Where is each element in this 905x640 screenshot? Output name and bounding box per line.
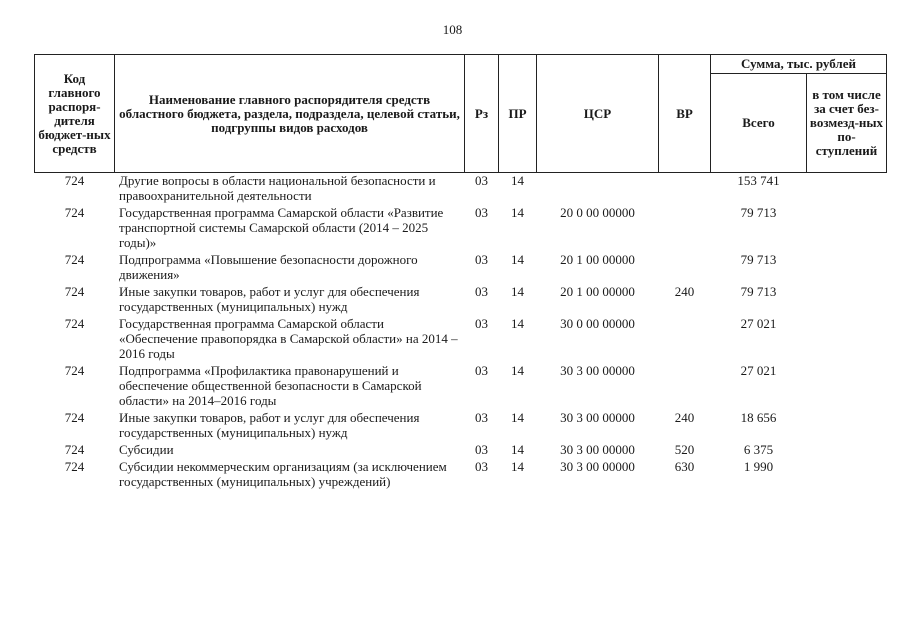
cell-pr: 14 bbox=[511, 442, 524, 457]
cell-pr: 14 bbox=[511, 410, 524, 425]
cell-rz: 03 bbox=[475, 252, 488, 267]
table-row bbox=[35, 442, 887, 459]
header-csr: ЦСР bbox=[537, 55, 659, 173]
header-total: Всего bbox=[711, 74, 807, 173]
cell-name: Иные закупки товаров, работ и услуг для обеспечения государственных (муниципальных) нужд bbox=[119, 410, 420, 440]
cell-name: Субсидии bbox=[119, 442, 174, 457]
cell-pr: 14 bbox=[511, 459, 524, 474]
cell-rz: 03 bbox=[475, 410, 488, 425]
table-row bbox=[35, 252, 887, 284]
cell-total: 79 713 bbox=[740, 205, 777, 220]
cell-csr: 20 1 00 00000 bbox=[560, 284, 635, 299]
cell-csr: 30 3 00 00000 bbox=[560, 442, 635, 457]
cell-total: 6 375 bbox=[743, 442, 774, 457]
cell-csr: 20 1 00 00000 bbox=[560, 252, 635, 267]
cell-rz: 03 bbox=[475, 316, 488, 331]
table-header bbox=[35, 55, 887, 173]
cell-total: 79 713 bbox=[740, 252, 777, 267]
cell-name: Государственная программа Самарской области «Развитие транспортной системы Самарской области (2014 – 2025 годы)» bbox=[119, 205, 444, 250]
cell-csr: 20 0 00 00000 bbox=[560, 205, 635, 220]
table-row bbox=[35, 316, 887, 363]
cell-total: 27 021 bbox=[740, 316, 777, 331]
cell-gratuitous bbox=[807, 205, 887, 252]
cell-vr: 240 bbox=[674, 410, 695, 425]
header-gratuitous: в том числе за счет без-возмезд-ных по-ступлений bbox=[807, 74, 887, 173]
cell-csr: 30 3 00 00000 bbox=[560, 363, 635, 378]
page-number: 108 bbox=[442, 22, 463, 37]
header-rz: Рз bbox=[465, 55, 499, 173]
cell-gratuitous bbox=[807, 173, 887, 206]
table-body bbox=[35, 173, 887, 492]
cell-code: 724 bbox=[64, 442, 85, 457]
cell-name: Подпрограмма «Повышение безопасности дорожного движения» bbox=[119, 252, 418, 282]
table-row bbox=[35, 459, 887, 491]
cell-total: 27 021 bbox=[740, 363, 777, 378]
cell-rz: 03 bbox=[475, 205, 488, 220]
cell-code: 724 bbox=[64, 459, 85, 474]
cell-csr: 30 3 00 00000 bbox=[560, 459, 635, 474]
cell-code: 724 bbox=[64, 252, 85, 267]
header-vr: ВР bbox=[659, 55, 711, 173]
cell-pr: 14 bbox=[511, 363, 524, 378]
header-sum-group: Сумма, тыс. рублей bbox=[711, 55, 887, 74]
budget-table bbox=[34, 54, 887, 491]
cell-csr: 30 0 00 00000 bbox=[560, 316, 635, 331]
cell-vr: 240 bbox=[674, 284, 695, 299]
cell-code: 724 bbox=[64, 363, 85, 378]
cell-vr bbox=[659, 173, 711, 206]
cell-gratuitous bbox=[807, 442, 887, 459]
cell-code: 724 bbox=[64, 316, 85, 331]
cell-total: 79 713 bbox=[740, 284, 777, 299]
header-pr: ПР bbox=[499, 55, 537, 173]
cell-csr bbox=[537, 173, 659, 206]
cell-vr: 520 bbox=[674, 442, 695, 457]
header-name: Наименование главного распорядителя средств областного бюджета, раздела, подраздела, целевой статьи, подгруппы видов расходов bbox=[115, 55, 465, 173]
cell-gratuitous bbox=[807, 284, 887, 316]
cell-code: 724 bbox=[64, 410, 85, 425]
cell-name: Иные закупки товаров, работ и услуг для обеспечения государственных (муниципальных) нужд bbox=[119, 284, 420, 314]
cell-total: 1 990 bbox=[743, 459, 774, 474]
cell-pr: 14 bbox=[511, 173, 524, 188]
cell-total: 18 656 bbox=[740, 410, 777, 425]
cell-csr: 30 3 00 00000 bbox=[560, 410, 635, 425]
cell-vr bbox=[659, 205, 711, 252]
cell-vr bbox=[659, 316, 711, 363]
cell-vr: 630 bbox=[674, 459, 695, 474]
cell-name: Государственная программа Самарской области «Обеспечение правопорядка в Самарской области» на 2014 – 2016 годы bbox=[119, 316, 458, 361]
cell-gratuitous bbox=[807, 252, 887, 284]
cell-code: 724 bbox=[64, 284, 85, 299]
cell-rz: 03 bbox=[475, 459, 488, 474]
cell-pr: 14 bbox=[511, 316, 524, 331]
cell-pr: 14 bbox=[511, 284, 524, 299]
table-row bbox=[35, 205, 887, 252]
cell-name: Субсидии некоммерческим организациям (за исключением государственных (муниципальных) учреждений) bbox=[119, 459, 447, 489]
cell-rz: 03 bbox=[475, 442, 488, 457]
cell-rz: 03 bbox=[475, 173, 488, 188]
table-row bbox=[35, 173, 887, 206]
cell-vr bbox=[659, 363, 711, 410]
table-row bbox=[35, 363, 887, 410]
cell-pr: 14 bbox=[511, 205, 524, 220]
cell-rz: 03 bbox=[475, 363, 488, 378]
header-code: Код главного распоря-дителя бюджет-ных средств bbox=[35, 55, 115, 173]
cell-gratuitous bbox=[807, 363, 887, 410]
cell-vr bbox=[659, 252, 711, 284]
cell-total: 153 741 bbox=[737, 173, 780, 188]
cell-gratuitous bbox=[807, 459, 887, 491]
cell-name: Подпрограмма «Профилактика правонарушений и обеспечение общественной безопасности в Самарской области» на 2014–2016 годы bbox=[119, 363, 422, 408]
table-row bbox=[35, 284, 887, 316]
cell-rz: 03 bbox=[475, 284, 488, 299]
cell-code: 724 bbox=[64, 205, 85, 220]
cell-gratuitous bbox=[807, 410, 887, 442]
cell-name: Другие вопросы в области национальной безопасности и правоохранительной деятельности bbox=[119, 173, 436, 203]
table-row bbox=[35, 410, 887, 442]
cell-pr: 14 bbox=[511, 252, 524, 267]
cell-gratuitous bbox=[807, 316, 887, 363]
cell-code: 724 bbox=[64, 173, 85, 188]
